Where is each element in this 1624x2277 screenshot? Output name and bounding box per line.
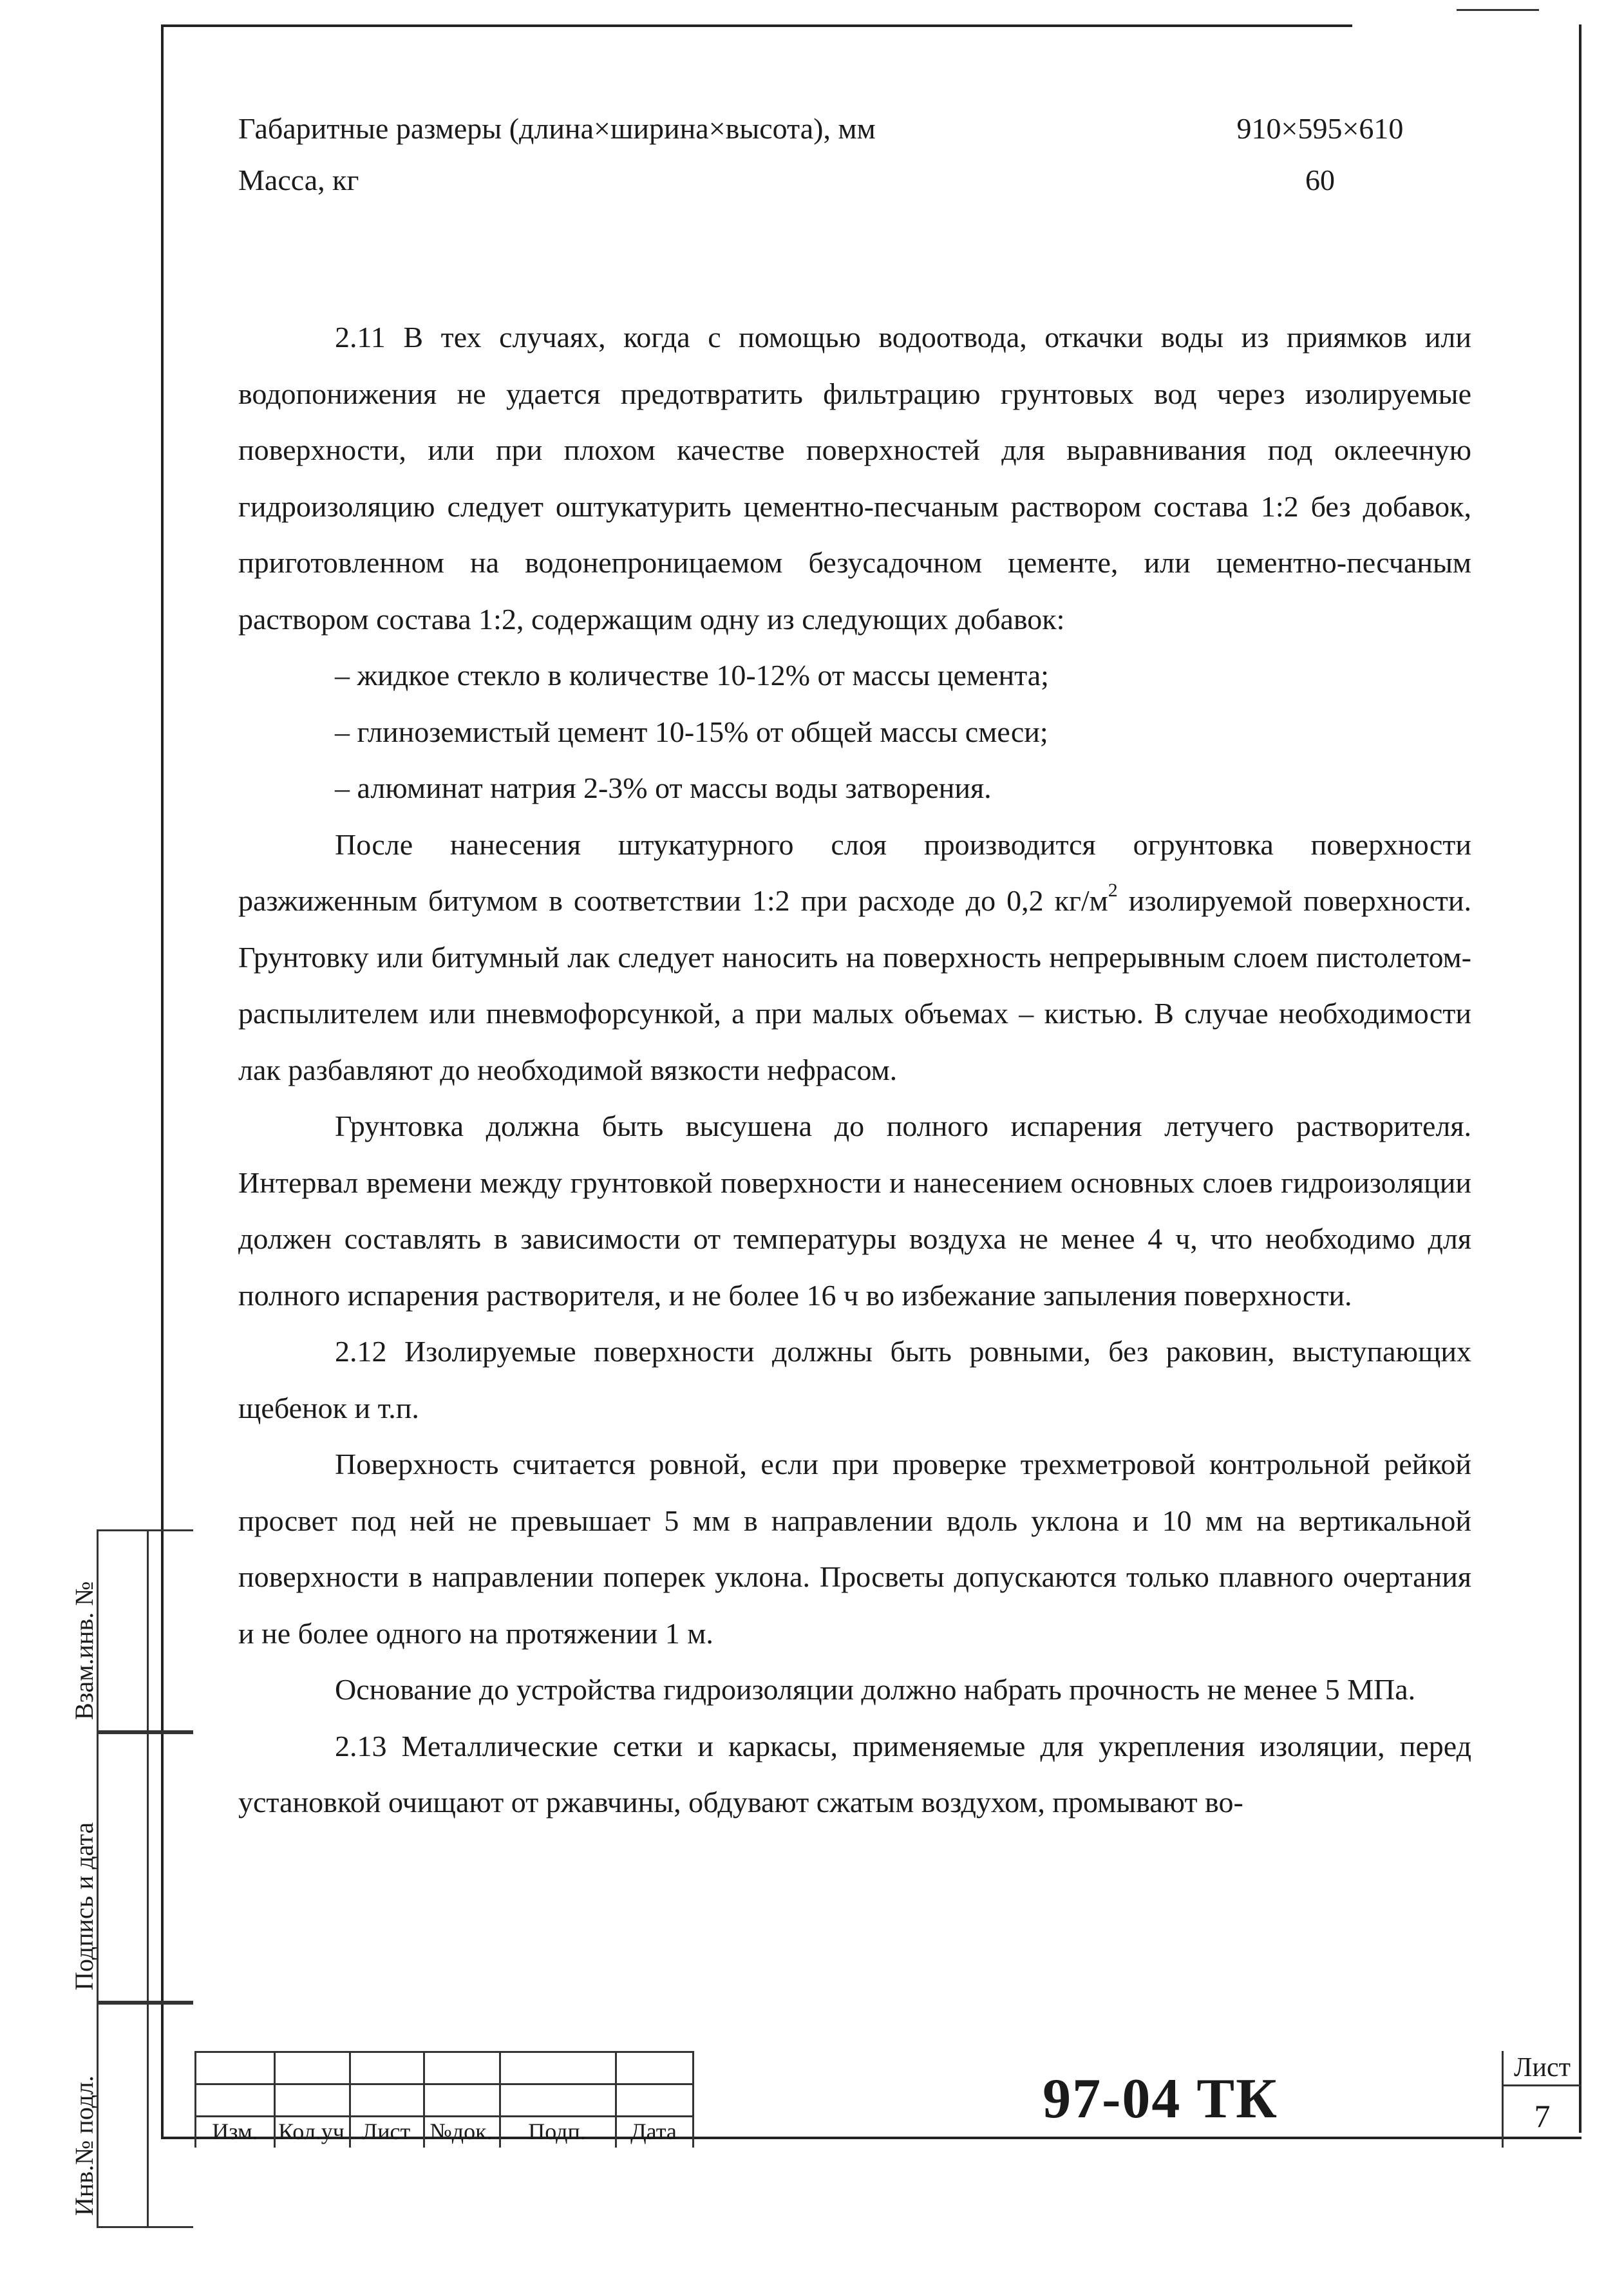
specs-block [238, 109, 1430, 213]
spec-row-mass [238, 161, 1430, 213]
frame-right-border [1579, 24, 1582, 2133]
paragraph-drying: Грунтовка должна быть высушена до полного испарения летучего растворителя. Интервал времени между грунтовкой поверхности и нанесением основных слоев гидроизоляции должен составлять в зависимости от температуры воздуха не менее 4 ч, что необходимо для полного испарения растворителя, и не более 16 ч во избежание запыления поверхности. [238, 1110, 1471, 1312]
grid-line [196, 2051, 694, 2053]
side-stamp-original [70, 2003, 193, 2228]
side-label-original: Инв.№ подл. [70, 2075, 99, 2216]
list-item: – алюминат натрия 2-3% от массы воды затворения. [335, 771, 992, 804]
header-date: Дата [630, 2119, 677, 2144]
sheet-label: Лист [1504, 2051, 1581, 2086]
list-item: – глиноземистый цемент 10-15% от общей массы смеси; [335, 715, 1048, 748]
side-label-replacement: Взам.инв. № [70, 1581, 99, 1720]
document-body [238, 309, 1471, 1831]
paragraph-strength: Основание до устройства гидроизоляции должно набрать прочность не менее 5 МПа. [335, 1673, 1416, 1706]
header-change: Изм. [212, 2119, 258, 2144]
sheet-box [1502, 2051, 1581, 2148]
spec-row-dimensions [238, 109, 1430, 161]
primer-text-before: После нанесения штукатурного слоя производится огрунтовка поверхности разжиженным битумом в соответствии 1:2 при расходе до 0,2 кг/м [238, 827, 1471, 917]
paragraph-flatness: Поверхность считается ровной, если при проверке трехметровой контрольной рейкой просвет под ней не превышает 5 мм в направлении вдоль уклона и 10 мм на вертикальной поверхности в направлении поперек уклона. Просветы допускаются только плавного очертания и не более одного на протяжении 1 м. [238, 1448, 1471, 1650]
spec-value: 910×595×610 [1236, 112, 1404, 145]
revision-grid [194, 2051, 694, 2148]
superscript: 2 [1108, 880, 1118, 901]
spec-label: Масса, кг [238, 164, 359, 196]
paragraph-2-12: 2.12 Изолируемые поверхности должны быть ровными, без раковин, выступающих щебенок и т.п. [238, 1335, 1471, 1424]
sheet-number: 7 [1534, 2098, 1551, 2134]
header-signature: Подп. [528, 2119, 586, 2144]
side-stamp-column [70, 1531, 149, 1730]
spec-value: 60 [1305, 164, 1335, 196]
title-block [194, 2051, 1579, 2148]
header-count: Кол.уч [278, 2119, 345, 2144]
paragraph-primer [238, 817, 1471, 1099]
frame-top-mark [1457, 9, 1539, 11]
side-stamp-column [70, 2005, 149, 2226]
side-stamp-replacement [70, 1529, 193, 1732]
paragraph-2-13: 2.13 Металлические сетки и каркасы, применяемые для укрепления изоляции, перед установкой очищают от ржавчины, обдувают сжатым воздухом, промывают во- [238, 1729, 1471, 1819]
list-item: – жидкое стекло в количестве 10-12% от массы цемента; [335, 659, 1049, 692]
spec-label: Габаритные размеры (длина×ширина×высота), мм [238, 112, 876, 145]
frame-top-border [161, 24, 1352, 27]
primer-text-after: изолируемой поверхности. Грунтовку или битумный лак следует наносить на поверхность непрерывным слоем пистолетом-распылителем или пневмофорсункой, а при малых объемах – кистью. В случае необходимости лак разбавляют до необходимой вязкости нефрасом. [238, 884, 1471, 1086]
side-stamp-signature [70, 1732, 193, 2003]
paragraph-2-11: 2.11 В тех случаях, когда с помощью водоотвода, откачки воды из приямков или водопонижения не удается предотвратить фильтрацию грунтовых вод через изолируемые поверхности, или при плохом качестве поверхностей для выравнивания под оклеечную гидроизоляцию следует оштукатурить цементно-песчаным раствором состава 1:2 без добавок, приготовленном на водонепроницаемом безусадочном цементе, или цементно-песчаным раствором состава 1:2, содержащим одну из следующих добавок: [238, 321, 1471, 636]
document-code: 97-04 ТК [1043, 2068, 1278, 2130]
side-label-signature: Подпись и дата [70, 1822, 99, 1990]
side-stamp-column [70, 1734, 149, 2001]
grid-line [692, 2051, 694, 2148]
grid-line [196, 2083, 694, 2085]
header-doc-number: №док. [430, 2119, 493, 2144]
header-sheet: Лист [361, 2119, 411, 2144]
